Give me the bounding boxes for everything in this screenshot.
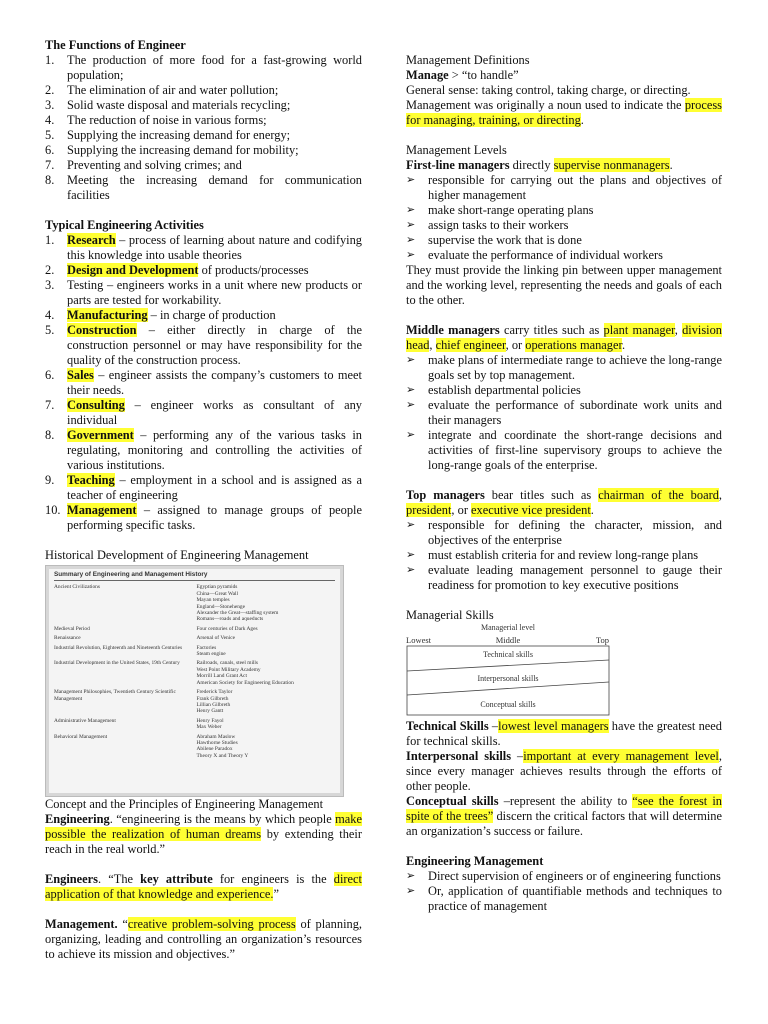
activities-heading: Typical Engineering Activities — [45, 218, 204, 232]
history-events: Railroads, canals, steel mills West Point Military Academy Morrill Land Grant Act American Society for Engineering Education — [196, 660, 294, 686]
top-list — [406, 518, 722, 593]
technical-post: have the greatest need for technical skills. — [406, 719, 722, 748]
arrow-bullet-icon: ➢ — [406, 234, 416, 246]
history-events: Abraham Maslow Hawthorne Studies Abilene Paradox Theory X and Theory Y — [196, 733, 249, 759]
item-number: 4. — [45, 113, 55, 127]
list-item — [406, 869, 722, 884]
concept-heading: Concept and the Principles of Engineering Management — [45, 797, 324, 811]
history-events: Four centuries of Dark Ages — [196, 625, 258, 632]
engineering-post: by extending their reach in the real world.” — [45, 827, 362, 856]
first-line-pre: directly — [509, 158, 554, 172]
skills-conceptual-label: Conceptual skills — [480, 700, 536, 709]
history-row — [54, 645, 335, 658]
eng-mgmt-list — [406, 869, 722, 914]
item-number: 8. — [45, 173, 55, 187]
management-term: Management. — [45, 917, 118, 931]
list-item — [45, 53, 362, 83]
item-text — [67, 128, 362, 143]
item-description: – either directly in charge of the construction personnel or may have responsibility for the quality of the construction process. — [67, 323, 362, 367]
item-term: Construction — [67, 323, 137, 337]
item-text — [67, 473, 362, 503]
item-description: – engineer works as consultant of any individual — [67, 398, 362, 427]
middle-term: Middle managers — [406, 323, 500, 337]
item-number: 7. — [45, 158, 55, 172]
engineering-definition — [45, 812, 362, 857]
list-item — [45, 503, 362, 533]
item-number: 8. — [45, 428, 55, 442]
item-text: assign tasks to their workers — [428, 218, 569, 232]
middle-hl-plant: plant manager — [603, 323, 675, 337]
first-line-intro — [406, 158, 722, 173]
origin-pre: Management was originally a noun used to indicate the — [406, 98, 685, 112]
list-item — [406, 428, 722, 473]
functions-list — [45, 53, 362, 203]
engineers-key: key attribute — [140, 872, 213, 886]
top-hl-chairman: chairman of the board — [598, 488, 719, 502]
history-events: Arsenal of Venice — [196, 635, 236, 642]
history-row — [54, 635, 335, 641]
list-item — [406, 203, 722, 218]
skills-axis-top: Top — [595, 635, 609, 645]
history-row — [54, 660, 335, 686]
item-description: – performing any of the various tasks in regulating, monitoring and controlling the activities of various institutions. — [67, 428, 362, 472]
interpersonal-post: , since every manager achieves results through the efforts of other people. — [406, 749, 722, 793]
arrow-bullet-icon: ➢ — [406, 885, 416, 897]
arrow-bullet-icon: ➢ — [406, 870, 416, 882]
arrow-bullet-icon: ➢ — [406, 519, 416, 531]
item-description: Supplying the increasing demand for energy; — [67, 128, 291, 142]
middle-pre: carry titles such as — [499, 323, 604, 337]
item-term: Government — [67, 428, 134, 442]
item-description: The production of more food for a fast-growing world population; — [67, 53, 362, 82]
arrow-bullet-icon: ➢ — [406, 219, 416, 231]
list-item — [45, 323, 362, 368]
engineers-pre: . “The — [98, 872, 141, 886]
history-table-image — [45, 565, 344, 797]
middle-hl-operations: operations manager — [525, 338, 622, 352]
skills-technical-label: Technical skills — [483, 650, 533, 659]
item-text — [67, 428, 362, 473]
item-term: Teaching — [67, 473, 115, 487]
top-term: Top managers — [406, 488, 485, 502]
item-text — [67, 173, 362, 203]
arrow-bullet-icon: ➢ — [406, 354, 416, 366]
functions-heading: The Functions of Engineer — [45, 38, 186, 52]
top-post: . — [590, 503, 594, 517]
item-description: – in charge of production — [147, 308, 276, 322]
item-text — [67, 233, 362, 263]
list-item — [45, 143, 362, 158]
item-number: 3. — [45, 278, 55, 292]
origin-highlight: process for managing, training, or directing — [406, 98, 722, 127]
interpersonal-term: Interpersonal skills — [406, 749, 512, 763]
history-era: Renaissance — [54, 635, 81, 642]
item-text: make short-range operating plans — [428, 203, 594, 217]
first-line-note: They must provide the linking pin between upper management and the working level, representing the needs and goals of each to the other. — [406, 263, 722, 307]
activities-list — [45, 233, 362, 533]
arrow-bullet-icon: ➢ — [406, 174, 416, 186]
engineers-post: ” — [273, 887, 279, 901]
history-events: Henry Fayol Max Weber — [196, 717, 224, 731]
item-text — [67, 143, 362, 158]
list-item — [406, 518, 722, 548]
middle-intro — [406, 323, 722, 353]
list-item — [45, 308, 362, 323]
management-post: of planning, organizing, leading and controlling an organization’s resources to achieve its mission and objectives.” — [45, 917, 362, 961]
middle-hl-division: division head — [406, 323, 722, 352]
technical-skills — [406, 719, 722, 749]
item-description: Testing – engineers works in a unit where new products or parts are tested for workability. — [67, 278, 362, 307]
history-era: Ancient Civilizations — [54, 584, 100, 591]
list-item — [406, 233, 722, 248]
item-text — [67, 113, 362, 128]
manage-term: Manage — [406, 68, 449, 82]
top-comma: , — [718, 488, 723, 502]
history-events: Factories Steam engine — [196, 644, 226, 658]
item-text — [67, 308, 362, 323]
right-column — [406, 53, 722, 914]
middle-post: . — [621, 338, 626, 352]
item-text: responsible for carrying out the plans and objectives of higher management — [428, 173, 722, 202]
item-text — [67, 53, 362, 83]
arrow-bullet-icon: ➢ — [406, 204, 416, 216]
first-line-list — [406, 173, 722, 263]
list-item — [45, 398, 362, 428]
item-description: of products/processes — [198, 263, 309, 277]
item-number: 1. — [45, 53, 55, 67]
item-text: evaluate the performance of subordinate work units and their managers — [428, 398, 722, 427]
interpersonal-skills — [406, 749, 722, 794]
history-era: Medieval Period — [54, 625, 90, 632]
item-term: Consulting — [67, 398, 125, 412]
item-text: evaluate the performance of individual workers — [428, 248, 663, 262]
arrow-bullet-icon: ➢ — [406, 429, 416, 441]
skills-interpersonal-label: Interpersonal skills — [477, 674, 539, 683]
list-item — [406, 248, 722, 263]
engineering-highlight: make possible the realization of human dreams — [45, 812, 362, 841]
management-highlight: creative problem-solving process — [127, 917, 296, 931]
interpersonal-pre: – — [511, 749, 524, 763]
item-description: – process of learning about nature and codifying this knowledge into usable theories — [67, 233, 362, 262]
technical-highlight: lowest level managers — [498, 719, 609, 733]
item-description: The reduction of noise in various forms; — [67, 113, 267, 127]
history-heading: Historical Development of Engineering Management — [45, 548, 309, 562]
first-line-post: . — [669, 158, 673, 172]
skills-axis-lowest: Lowest — [406, 635, 432, 645]
item-term: Design and Development — [67, 263, 199, 277]
technical-pre: – — [488, 719, 499, 733]
item-description: Meeting the increasing demand for communication facilities — [67, 173, 362, 202]
item-text: evaluate leading management personnel to gauge their readiness for promotion to key executive positions — [428, 563, 722, 592]
item-number: 4. — [45, 308, 55, 322]
history-era: Industrial Revolution, Eighteenth and Nineteenth Centuries — [54, 644, 183, 651]
item-text: establish departmental policies — [428, 383, 581, 397]
item-description: The elimination of air and water pollution; — [67, 83, 279, 97]
history-events: Frederick Taylor Frank Gilbreth Lillian Gilbreth Henry Gantt — [196, 689, 233, 715]
engineers-highlight: direct application of that knowledge and experience. — [45, 872, 362, 901]
skills-diagram-svg — [406, 623, 610, 716]
item-number: 6. — [45, 368, 55, 382]
item-text: integrate and coordinate the short-range decisions and activities of first-line supervisory groups to achieve the long-range goals of the enterprise. — [428, 428, 722, 472]
middle-comma: , — [674, 323, 683, 337]
arrow-bullet-icon: ➢ — [406, 564, 416, 576]
item-term: Management — [67, 503, 137, 517]
top-or: , or — [451, 503, 472, 517]
top-hl-president: president — [406, 503, 452, 517]
item-text — [67, 83, 362, 98]
interpersonal-highlight: important at every management level — [523, 749, 719, 763]
history-row — [54, 734, 335, 760]
conceptual-post: discern the critical factors that will determine an organization’s success or failure. — [406, 809, 722, 838]
list-item — [406, 548, 722, 563]
engineering-term: Engineering — [45, 812, 110, 826]
list-item — [45, 98, 362, 113]
manage-rest: > “to handle” — [448, 68, 519, 82]
item-description: – assigned to manage groups of people performing specific tasks. — [67, 503, 362, 532]
management-origin — [406, 98, 722, 128]
history-era: Management Philosophies, Twentieth Century Scientific Management — [54, 689, 176, 702]
list-item — [406, 173, 722, 203]
item-term: Manufacturing — [67, 308, 148, 322]
item-number: 7. — [45, 398, 55, 412]
eng-mgmt-heading: Engineering Management — [406, 854, 544, 868]
first-line-highlight: supervise nonmanagers — [553, 158, 670, 172]
middle-list — [406, 353, 722, 473]
list-item — [45, 368, 362, 398]
list-item — [406, 884, 722, 914]
item-text — [67, 323, 362, 368]
list-item — [45, 113, 362, 128]
item-text — [67, 368, 362, 398]
list-item — [45, 128, 362, 143]
list-item — [45, 428, 362, 473]
skills-divider-upper — [407, 660, 609, 671]
item-number: 9. — [45, 473, 55, 487]
skills-axis-middle: Middle — [495, 635, 521, 645]
left-column — [45, 38, 362, 962]
arrow-bullet-icon: ➢ — [406, 549, 416, 561]
technical-term: Technical Skills — [406, 719, 489, 733]
list-item — [406, 563, 722, 593]
list-item — [45, 278, 362, 308]
history-era: Administrative Management — [54, 717, 116, 724]
first-line-term: First-line managers — [406, 158, 510, 172]
item-text — [67, 98, 362, 113]
item-number: 2. — [45, 83, 55, 97]
list-item — [406, 398, 722, 428]
item-text — [67, 503, 362, 533]
general-sense: General sense: taking control, taking charge, or directing. — [406, 83, 691, 97]
list-item — [45, 173, 362, 203]
top-pre: bear titles such as — [484, 488, 599, 502]
item-text: responsible for defining the character, mission, and objectives of the enterprise — [428, 518, 722, 547]
history-row — [54, 626, 335, 632]
history-table-rows — [54, 584, 335, 759]
middle-hl-chief: chief engineer — [435, 338, 506, 352]
item-number: 10. — [45, 503, 61, 517]
item-text: make plans of intermediate range to achieve the long-range goals set by top management. — [428, 353, 722, 382]
conceptual-highlight: “see the forest in spite of the trees” — [406, 794, 722, 823]
history-table-title: Summary of Engineering and Management History — [54, 572, 335, 581]
origin-post: . — [580, 113, 584, 127]
engineers-mid: for engineers is the — [212, 872, 334, 886]
item-number: 1. — [45, 233, 55, 247]
conceptual-pre: –represent the ability to — [498, 794, 633, 808]
item-number: 2. — [45, 263, 55, 277]
management-definition — [45, 917, 362, 962]
arrow-bullet-icon: ➢ — [406, 249, 416, 261]
item-number: 5. — [45, 128, 55, 142]
item-text: Or, application of quantifiable methods and techniques to practice of management — [428, 884, 722, 913]
definitions-heading: Management Definitions — [406, 53, 530, 67]
engineering-pre: . “engineering is the means by which people — [109, 812, 336, 826]
middle-comma: , — [429, 338, 436, 352]
item-term: Research — [67, 233, 116, 247]
history-events: Egyptian pyramids China—Great Wall Mayan temples England—Stonehenge Alexander the Great—staffing system Romans—roads and aqueducts — [196, 584, 279, 623]
item-description: – employment in a school and is assigned as a teacher of engineering — [67, 473, 362, 502]
list-item — [45, 473, 362, 503]
history-row — [54, 584, 335, 622]
item-text — [67, 278, 362, 308]
manage-definition — [406, 68, 722, 83]
list-item — [406, 218, 722, 233]
conceptual-skills — [406, 794, 722, 839]
item-description: Supplying the increasing demand for mobility; — [67, 143, 299, 157]
top-intro — [406, 488, 722, 518]
top-hl-evp: executive vice president — [471, 503, 591, 517]
arrow-bullet-icon: ➢ — [406, 384, 416, 396]
item-text: Direct supervision of engineers or of engineering functions — [428, 869, 721, 883]
conceptual-term: Conceptual skills — [406, 794, 499, 808]
item-description: – engineer assists the company’s customers to meet their needs. — [67, 368, 362, 397]
item-number: 5. — [45, 323, 55, 337]
list-item — [406, 353, 722, 383]
skills-diagram — [406, 623, 722, 716]
management-pre: “ — [117, 917, 128, 931]
engineers-definition — [45, 872, 362, 902]
list-item — [45, 233, 362, 263]
item-description: Preventing and solving crimes; and — [67, 158, 242, 172]
list-item — [45, 158, 362, 173]
history-era: Behavioral Management — [54, 733, 108, 740]
item-description: Solid waste disposal and materials recycling; — [67, 98, 291, 112]
item-text — [67, 263, 362, 278]
history-row — [54, 689, 335, 715]
item-number: 6. — [45, 143, 55, 157]
skills-divider-lower — [407, 682, 609, 695]
item-text: supervise the work that is done — [428, 233, 582, 247]
item-text — [67, 158, 362, 173]
list-item — [45, 83, 362, 98]
skills-axis-title: Managerial level — [481, 623, 535, 632]
item-number: 3. — [45, 98, 55, 112]
levels-heading: Management Levels — [406, 143, 507, 157]
item-text: must establish criteria for and review long-range plans — [428, 548, 699, 562]
arrow-bullet-icon: ➢ — [406, 399, 416, 411]
middle-or: , or — [505, 338, 526, 352]
skills-heading: Managerial Skills — [406, 608, 494, 622]
item-text — [67, 398, 362, 428]
engineers-term: Engineers — [45, 872, 99, 886]
list-item — [406, 383, 722, 398]
history-row — [54, 718, 335, 731]
list-item — [45, 263, 362, 278]
item-term: Sales — [67, 368, 94, 382]
history-era: Industrial Development in the United States, 19th Century — [54, 660, 180, 667]
